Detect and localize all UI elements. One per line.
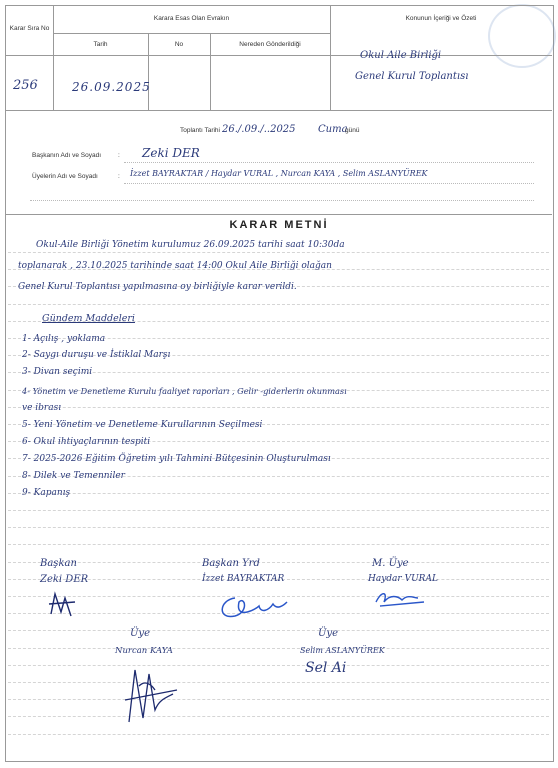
toplanti-tarihi-value: 26./.09./..2025	[222, 124, 296, 135]
tarih-value: 26.09.2025	[72, 80, 151, 94]
baskan-title: Başkan	[40, 558, 77, 569]
uyeler-dotted-line-1	[124, 183, 534, 184]
karar-metni-title: KARAR METNİ	[229, 219, 329, 231]
paragraph-line-3: Genel Kurul Toplantısı yapılmasına oy birliğiyle karar verildi.	[18, 282, 297, 292]
baskan-signature	[45, 590, 85, 620]
gundem-item-4: 4- Yönetim ve Denetleme Kurulu faaliyet raporları , Gelir -giderlerin okunması	[22, 386, 347, 396]
baskan-yrd-name: İzzet BAYRAKTAR	[202, 574, 285, 584]
gundem-item-7: 7- 2025-2026 Eğitim Öğretim yılı Tahmini Bütçesinin Oluşturulması	[22, 454, 331, 464]
ruled-line	[8, 493, 549, 494]
ruled-line	[8, 716, 549, 717]
ruled-line	[8, 665, 549, 666]
ruled-line	[8, 734, 549, 735]
no-label: No	[174, 41, 184, 48]
faint-stamp	[488, 4, 556, 68]
gunu-value: Cuma	[318, 124, 348, 135]
ruled-line	[8, 407, 549, 408]
nereden-label: Nereden Gönderildiği	[239, 41, 301, 48]
gundem-item-5: 5- Yeni Yönetim ve Denetleme Kurullarının Seçilmesi	[22, 420, 263, 430]
uyeler-label: Üyelerin Adı ve Soyadı	[32, 173, 98, 180]
uye1-signature	[115, 660, 185, 725]
ruled-line	[8, 304, 549, 305]
baskan-yrd-signature	[215, 590, 290, 625]
gundem-item-9: 9- Kapanış	[22, 488, 71, 498]
uyeler-dotted-line-2	[30, 200, 534, 201]
gundem-item-6: 6- Okul ihtiyaçlarının tespiti	[22, 437, 151, 447]
baskan-dotted-line	[124, 162, 534, 163]
ruled-line	[8, 510, 549, 511]
karar-sira-no-label: Karar Sıra No	[9, 25, 50, 32]
ruled-line	[8, 252, 549, 253]
uye1-name: Nurcan KAYA	[115, 646, 173, 656]
uyeler-colon: :	[118, 173, 120, 180]
ruled-line	[8, 562, 549, 563]
ruled-line	[8, 648, 549, 649]
section-divider	[5, 214, 552, 215]
paragraph-line-2: toplanarak , 23.10.2025 tarihinde saat 14:00 Okul Aile Birliği olağan	[18, 261, 332, 271]
uye2-name: Selim ASLANYÜREK	[300, 646, 385, 655]
muhasip-name: Haydar VURAL	[368, 574, 438, 584]
uye2-signature: Sel Ai	[305, 660, 347, 676]
muhasip-title: M. Üye	[372, 558, 409, 569]
gundem-item-1: 1- Açılış , yoklama	[22, 334, 106, 344]
toplanti-tarihi-label: Toplantı Tarihi	[180, 127, 220, 134]
gundem-item-3: 3- Divan seçimi	[22, 367, 93, 377]
baskan-label: Başkanın Adı ve Soyadı	[32, 152, 102, 159]
ruled-line	[8, 544, 549, 545]
ruled-line	[8, 699, 549, 700]
karar-sira-value: 256	[13, 78, 38, 93]
baskan-colon: :	[118, 152, 120, 159]
paragraph-line-1: Okul-Aile Birliği Yönetim kurulumuz 26.09.2025 tarihi saat 10:30da	[36, 240, 345, 250]
gundem-item-8: 8- Dilek ve Temenniler	[22, 471, 125, 481]
uyeler-value: İzzet BAYRAKTAR / Haydar VURAL , Nurcan KAYA , Selim ASLANYÜREK	[130, 169, 428, 178]
table-subheader-line	[53, 33, 330, 34]
gundem-item-2: 2- Saygı duruşu ve İstiklal Marşı	[22, 350, 171, 360]
gunu-label: günü	[345, 127, 360, 134]
table-header-bottom	[5, 55, 552, 56]
muhasip-signature	[372, 588, 432, 610]
konu-header: Konunun İçeriği ve Özeti	[405, 15, 477, 22]
uye1-title: Üye	[130, 628, 150, 639]
baskan-yrd-title: Başkan Yrd	[202, 558, 260, 569]
baskan-value: Zeki DER	[142, 146, 200, 160]
gundem-item-4-cont: ve ibrası	[22, 403, 62, 413]
gundem-title: Gündem Maddeleri	[42, 313, 135, 324]
tarih-label: Tarih	[93, 41, 108, 48]
ruled-line	[8, 527, 549, 528]
konu-value-line1: Okul Aile Birliği	[360, 50, 442, 61]
konu-value-line2: Genel Kurul Toplantısı	[355, 71, 469, 82]
evrak-header: Karara Esas Olan Evrakın	[153, 15, 230, 22]
table-bottom-line	[5, 110, 552, 111]
uye2-title: Üye	[318, 628, 338, 639]
ruled-line	[8, 630, 549, 631]
table-top-border	[5, 5, 552, 6]
baskan-name: Zeki DER	[40, 574, 89, 585]
ruled-line	[8, 682, 549, 683]
